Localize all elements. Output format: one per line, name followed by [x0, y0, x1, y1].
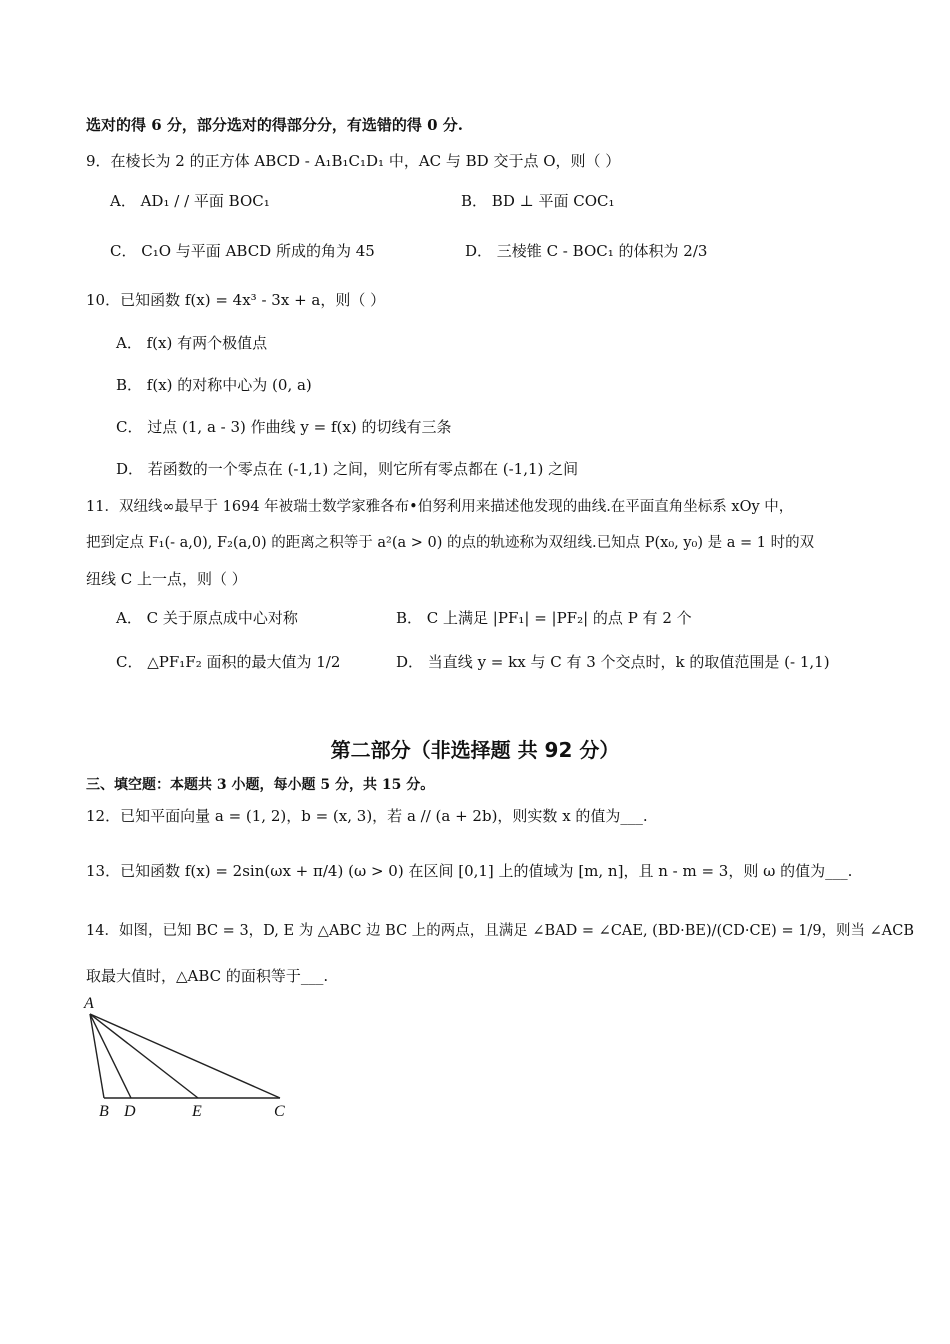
- question-9-option-d: D． 三棱锥 C - BOC₁ 的体积为 2/3: [465, 242, 708, 260]
- question-10-option-c: C． 过点 (1, a - 3) 作曲线 y = f(x) 的切线有三条: [116, 418, 452, 436]
- part-two-title: 第二部分（非选择题 共 92 分）: [330, 738, 620, 762]
- segment-ad: [90, 1014, 131, 1098]
- question-11-option-d: D． 当直线 y = kx 与 C 有 3 个交点时，k 的取值范围是 (- 1,1): [396, 653, 830, 671]
- question-9-option-a: A． AD₁ / / 平面 BOC₁: [110, 192, 270, 210]
- segment-ab: [90, 1014, 104, 1098]
- scoring-note: 选对的得 6 分，部分选对的得部分分，有选错的得 0 分.: [86, 116, 463, 134]
- vertex-label-c: C: [274, 1103, 285, 1120]
- vertex-label-b: B: [99, 1103, 109, 1120]
- question-14-line-2: 取最大值时，△ABC 的面积等于___.: [86, 967, 329, 985]
- question-11-line-1: 11．双纽线∞最早于 1694 年被瑞士数学家雅各布•伯努利用来描述他发现的曲线.在平面直角坐标系 xOy 中，: [86, 499, 794, 515]
- question-11-option-c: C． △PF₁F₂ 面积的最大值为 1/2: [116, 653, 341, 671]
- triangle-figure: [82, 992, 312, 1122]
- question-9-option-c: C． C₁O 与平面 ABCD 所成的角为 45: [110, 242, 375, 260]
- segment-ae: [90, 1014, 198, 1098]
- question-11-option-a: A． C 关于原点成中心对称: [116, 609, 298, 627]
- question-14-line-1: 14．如图，已知 BC = 3，D, E 为 △ABC 边 BC 上的两点，且满足 ∠BAD = ∠CAE, (BD·BE)/(CD·CE) = 1/9，则当 ∠ACB: [86, 923, 915, 939]
- question-11-option-b: B． C 上满足 |PF₁| = |PF₂| 的点 P 有 2 个: [396, 609, 692, 627]
- question-10-stem: 10．已知函数 f(x) = 4x³ - 3x + a，则（ ）: [86, 291, 386, 309]
- segment-ac: [90, 1014, 280, 1098]
- question-10-option-b: B． f(x) 的对称中心为 (0, a): [116, 376, 312, 394]
- question-11-line-3: 纽线 C 上一点，则（ ）: [86, 570, 247, 588]
- question-9-option-b: B． BD ⊥ 平面 COC₁: [461, 192, 615, 210]
- vertex-label-e: E: [192, 1103, 202, 1120]
- vertex-label-d: D: [124, 1103, 136, 1120]
- question-9-stem: 9．在棱长为 2 的正方体 ABCD - A₁B₁C₁D₁ 中，AC 与 BD 交于点 O，则（ ）: [86, 152, 621, 170]
- question-10-option-a: A． f(x) 有两个极值点: [116, 334, 268, 352]
- question-10-option-d: D． 若函数的一个零点在 (-1,1) 之间，则它所有零点都在 (-1,1) 之间: [116, 460, 579, 478]
- question-11-line-2: 把到定点 F₁(- a,0), F₂(a,0) 的距离之积等于 a²(a > 0) 的点的轨迹称为双纽线.已知点 P(x₀, y₀) 是 a = 1 时的双: [86, 535, 815, 551]
- question-12: 12．已知平面向量 a = (1, 2)，b = (x, 3)，若 a // (a + 2b)，则实数 x 的值为___.: [86, 807, 648, 825]
- question-13: 13．已知函数 f(x) = 2sin(ωx + π/4) (ω > 0) 在区间 [0,1] 上的值域为 [m, n]，且 n - m = 3，则 ω 的值为___.: [86, 862, 853, 880]
- vertex-label-a: A: [84, 995, 94, 1012]
- section-three-heading: 三、填空题：本题共 3 小题，每小题 5 分，共 15 分。: [86, 777, 435, 793]
